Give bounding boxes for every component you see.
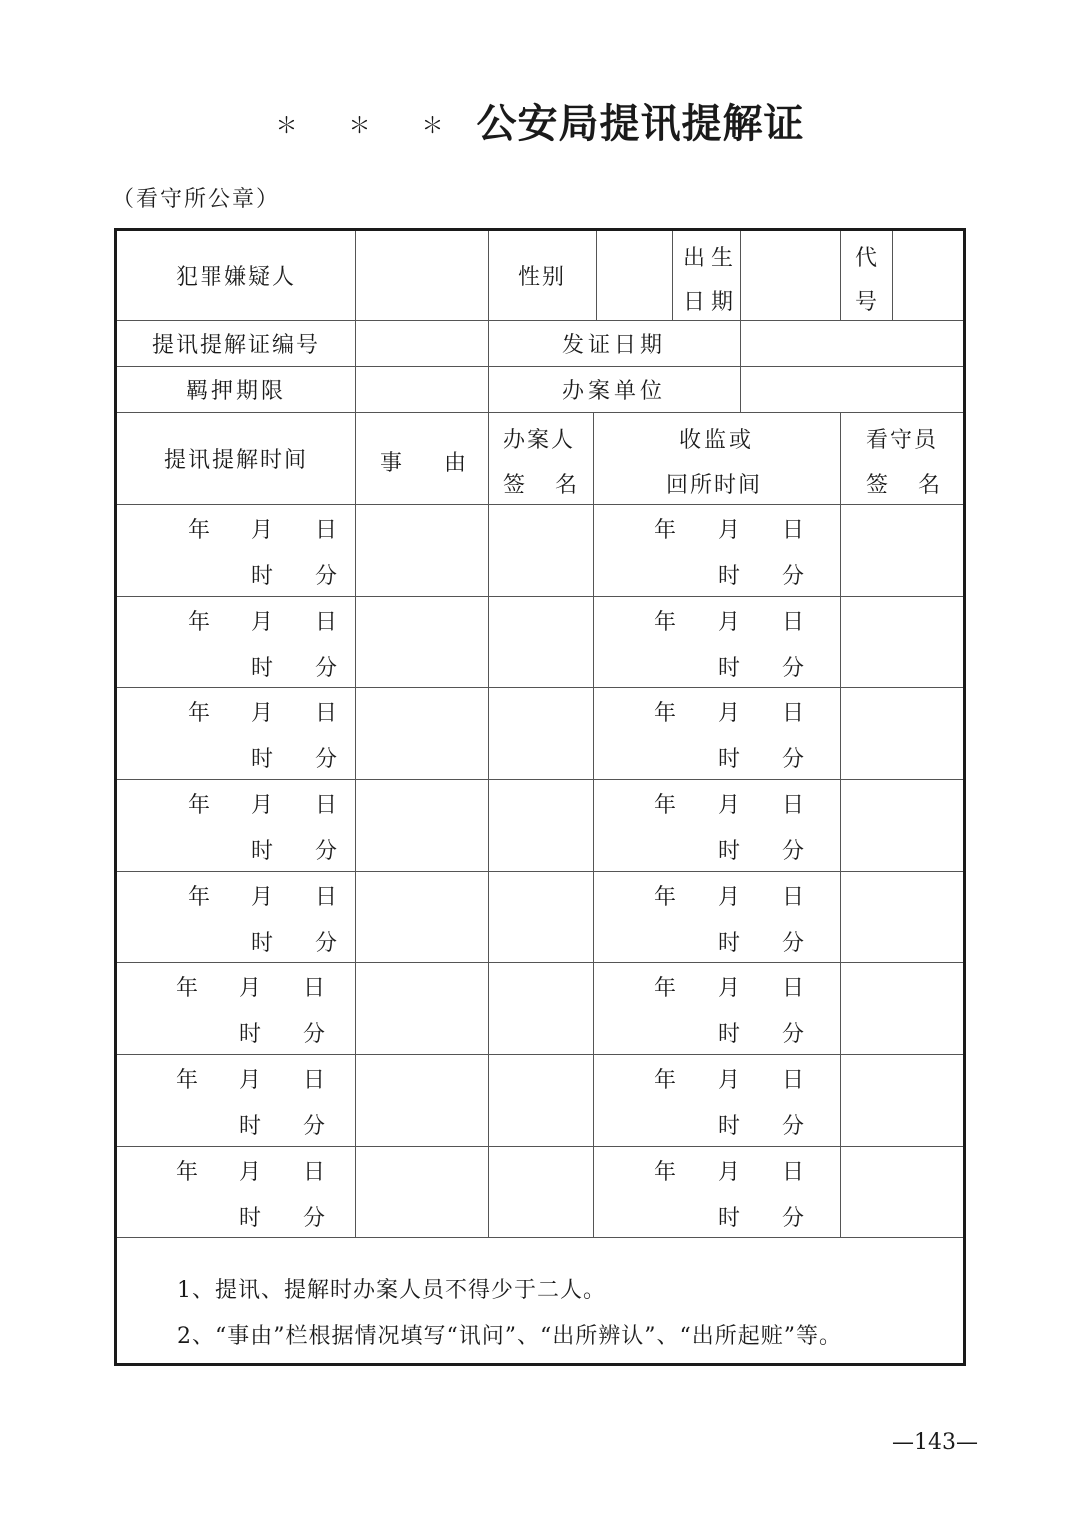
time-year: 年: [176, 976, 199, 1001]
col-officer-sign-a: 签: [503, 473, 526, 498]
col-reason-b: 由: [444, 451, 467, 476]
return-day: 日: [782, 885, 805, 910]
time-hour: 时: [251, 656, 274, 681]
time-year: 年: [188, 885, 211, 910]
time-month: 月: [251, 885, 274, 910]
label-code-2: 号: [855, 290, 878, 315]
return-year: 年: [654, 701, 677, 726]
rule: [892, 231, 893, 320]
col-return-2: 回所时间: [666, 473, 763, 498]
label-issue-date: 发证日期: [561, 332, 666, 358]
return-year: 年: [654, 885, 677, 910]
return-month: 月: [718, 885, 741, 910]
time-day: 日: [315, 793, 338, 818]
time-hour: 时: [251, 747, 274, 772]
return-day: 日: [782, 701, 805, 726]
label-gender: 性别: [517, 265, 566, 290]
time-hour: 时: [251, 931, 274, 956]
time-day: 日: [315, 885, 338, 910]
return-minute: 分: [782, 1114, 805, 1139]
rule: [117, 871, 963, 872]
return-month: 月: [718, 793, 741, 818]
time-hour: 时: [239, 1114, 262, 1139]
col-guard-1: 看守员: [866, 428, 939, 453]
return-day: 日: [782, 1068, 805, 1093]
return-month: 月: [718, 1068, 741, 1093]
rule: [488, 412, 489, 1237]
time-day: 日: [303, 1068, 326, 1093]
seal-note: （看守所公章）: [112, 187, 281, 212]
time-minute: 分: [303, 1022, 326, 1047]
rule: [840, 231, 841, 320]
return-minute: 分: [782, 564, 805, 589]
rule: [117, 1054, 963, 1055]
col-return-1: 收监或: [679, 428, 755, 453]
return-day: 日: [782, 518, 805, 543]
time-day: 日: [303, 976, 326, 1001]
time-month: 月: [251, 701, 274, 726]
col-reason-a: 事: [380, 451, 403, 476]
time-month: 月: [239, 976, 262, 1001]
return-day: 日: [782, 793, 805, 818]
rule: [672, 231, 673, 320]
return-hour: 时: [718, 747, 741, 772]
rule: [840, 412, 841, 1237]
time-month: 月: [251, 610, 274, 635]
col-guard-sign-a: 签: [866, 473, 889, 498]
return-day: 日: [782, 610, 805, 635]
rule: [355, 231, 356, 1237]
label-suspect: 犯罪嫌疑人: [175, 265, 296, 290]
return-month: 月: [718, 518, 741, 543]
time-year: 年: [188, 793, 211, 818]
time-hour: 时: [251, 564, 274, 589]
rule: [117, 596, 963, 597]
col-time: 提讯提解时间: [163, 447, 308, 473]
time-day: 日: [315, 518, 338, 543]
return-year: 年: [654, 1068, 677, 1093]
label-detention-term: 羁押期限: [185, 378, 286, 404]
form-table: [114, 228, 966, 1366]
time-day: 日: [315, 610, 338, 635]
rule: [117, 1146, 963, 1147]
title-stars: ＊ ＊ ＊: [275, 114, 466, 139]
time-minute: 分: [315, 931, 338, 956]
time-hour: 时: [251, 839, 274, 864]
col-guard-sign-b: 名: [918, 473, 941, 498]
return-hour: 时: [718, 564, 741, 589]
return-minute: 分: [782, 656, 805, 681]
rule: [593, 412, 594, 1237]
return-year: 年: [654, 518, 677, 543]
time-year: 年: [176, 1068, 199, 1093]
return-hour: 时: [718, 1022, 741, 1047]
return-year: 年: [654, 793, 677, 818]
label-birth-2: 日期: [683, 290, 740, 315]
time-year: 年: [188, 701, 211, 726]
rule: [117, 1237, 963, 1238]
return-month: 月: [718, 610, 741, 635]
time-month: 月: [251, 793, 274, 818]
return-month: 月: [718, 1160, 741, 1185]
time-day: 日: [303, 1160, 326, 1185]
time-year: 年: [176, 1160, 199, 1185]
return-day: 日: [782, 976, 805, 1001]
label-case-unit: 办案单位: [561, 378, 666, 404]
rule: [117, 504, 963, 505]
time-minute: 分: [315, 839, 338, 864]
label-code-1: 代: [855, 246, 878, 271]
rule: [117, 779, 963, 780]
time-year: 年: [188, 518, 211, 543]
document-title: [0, 92, 1080, 152]
time-month: 月: [239, 1068, 262, 1093]
return-minute: 分: [782, 1206, 805, 1231]
time-minute: 分: [315, 747, 338, 772]
rule: [117, 687, 963, 688]
return-minute: 分: [782, 839, 805, 864]
rule: [596, 231, 597, 320]
return-year: 年: [654, 976, 677, 1001]
col-officer-sign-b: 名: [555, 473, 578, 498]
note-1: 1、提讯、提解时办案人员不得少于二人。: [177, 1278, 606, 1303]
time-minute: 分: [303, 1114, 326, 1139]
return-hour: 时: [718, 931, 741, 956]
time-day: 日: [315, 701, 338, 726]
rule: [117, 962, 963, 963]
title-main: 公安局提讯提解证: [476, 100, 805, 147]
time-minute: 分: [315, 564, 338, 589]
time-hour: 时: [239, 1022, 262, 1047]
return-minute: 分: [782, 931, 805, 956]
time-minute: 分: [315, 656, 338, 681]
return-hour: 时: [718, 839, 741, 864]
time-minute: 分: [303, 1206, 326, 1231]
return-hour: 时: [718, 1114, 741, 1139]
return-year: 年: [654, 610, 677, 635]
return-hour: 时: [718, 1206, 741, 1231]
return-minute: 分: [782, 747, 805, 772]
return-month: 月: [718, 701, 741, 726]
return-hour: 时: [718, 656, 741, 681]
label-birth-1: 出生: [683, 246, 740, 271]
return-minute: 分: [782, 1022, 805, 1047]
page-number: —143—: [892, 1430, 978, 1455]
return-year: 年: [654, 1160, 677, 1185]
label-cert-no: 提讯提解证编号: [151, 332, 320, 358]
time-month: 月: [251, 518, 274, 543]
return-month: 月: [718, 976, 741, 1001]
rule: [740, 231, 741, 412]
time-year: 年: [188, 610, 211, 635]
time-hour: 时: [239, 1206, 262, 1231]
note-2: 2、“事由”栏根据情况填写“讯问”、“出所辨认”、“出所起赃”等。: [177, 1324, 842, 1349]
col-officer-1: 办案人: [503, 428, 576, 453]
return-day: 日: [782, 1160, 805, 1185]
time-month: 月: [239, 1160, 262, 1185]
